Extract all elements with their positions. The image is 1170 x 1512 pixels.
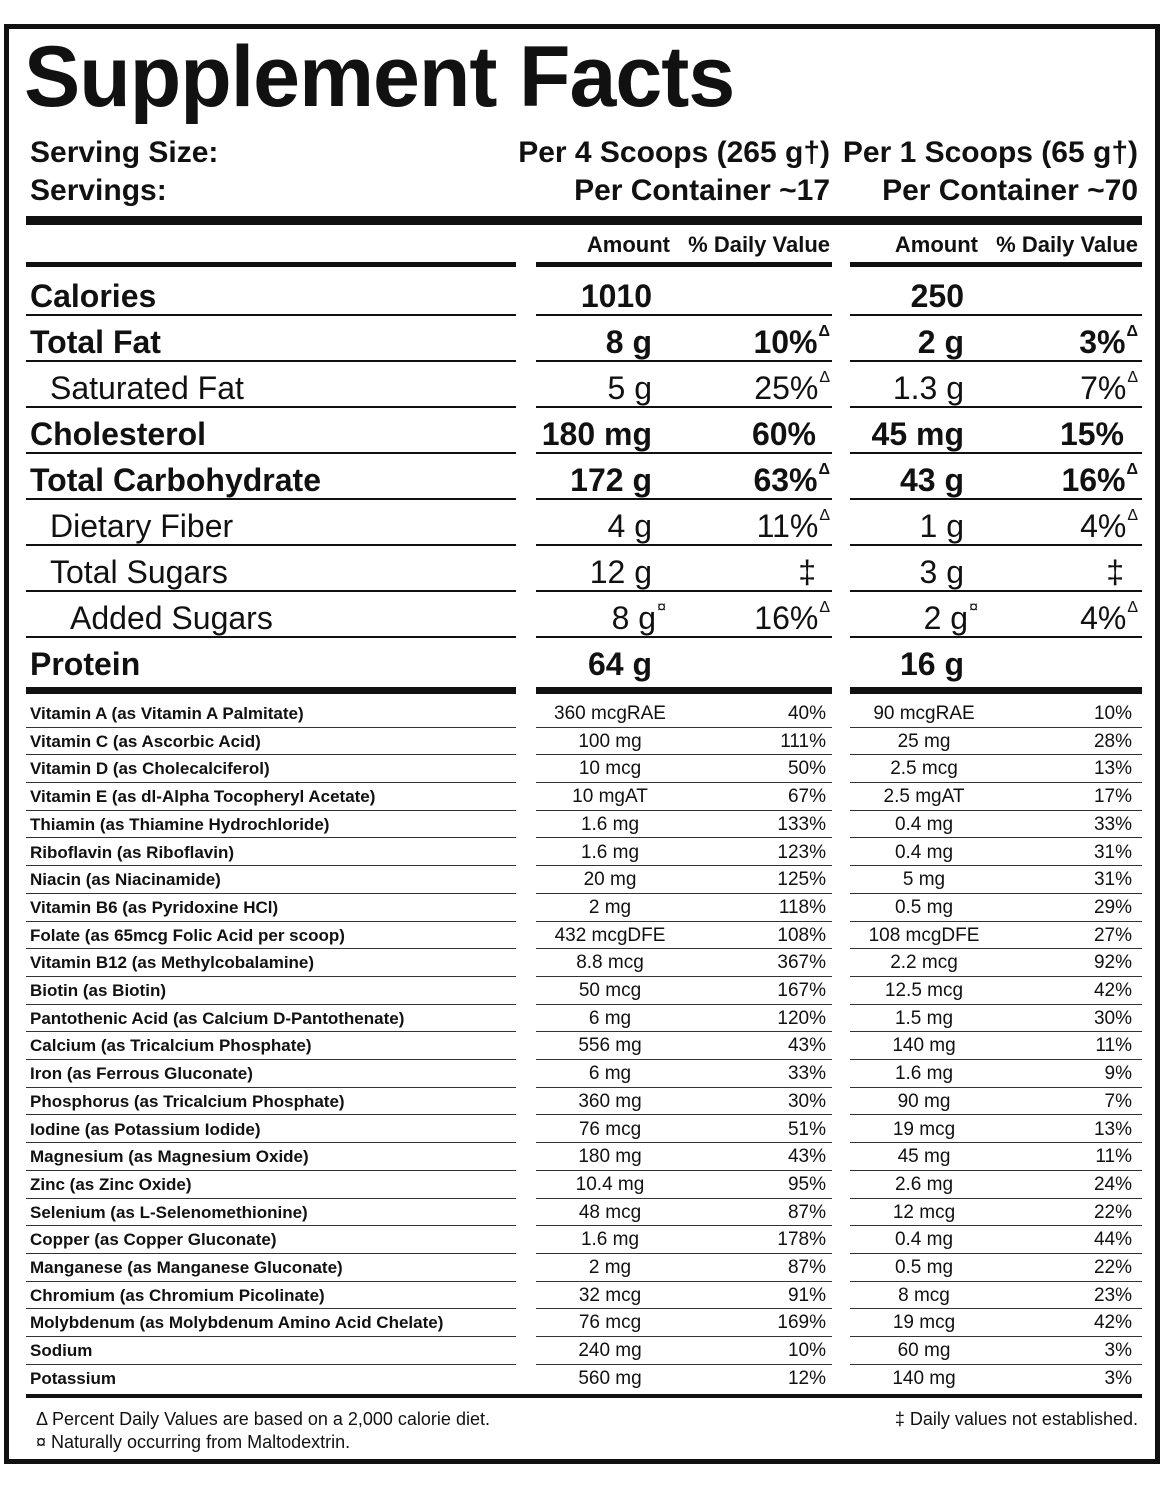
- col1-amount: [542, 418, 652, 450]
- micronutrient-name: Magnesium (as Magnesium Oxide): [30, 1147, 309, 1167]
- col1-daily-value-mark: Δ: [819, 507, 830, 524]
- col2-amount: 0.5 mg: [894, 896, 954, 918]
- col1-daily-value: 167%: [777, 980, 826, 1001]
- col1-servings: Per Container ~17: [574, 174, 830, 207]
- micro-row: [0, 1143, 1170, 1171]
- col2-daily-value-text: 4%: [1080, 508, 1127, 544]
- col2-amount: 1.5 mg: [894, 1007, 954, 1029]
- major-row: [0, 638, 1170, 684]
- nutrient-name: Dietary Fiber: [50, 508, 234, 544]
- nutrient-divider-col2: [850, 262, 1142, 267]
- micronutrient-name: Iron (as Ferrous Gluconate): [30, 1064, 253, 1084]
- col1-amount: 556 mg: [578, 1035, 642, 1057]
- col2-amount: 0.4 mg: [894, 841, 954, 863]
- col2-daily-value: 13%: [1093, 758, 1132, 780]
- nutrient-divider-col1: [536, 262, 832, 267]
- col2-daily-value: [1080, 599, 1138, 636]
- col1-daily-value: 10%: [787, 1340, 826, 1362]
- col2-daily-value: 42%: [1093, 1312, 1132, 1334]
- col1-daily-value-text: 60%: [751, 416, 816, 452]
- col2-daily-value: 11%: [1095, 1035, 1132, 1057]
- col1-daily-value-mark: Δ: [819, 599, 830, 616]
- col1-daily-value: 125%: [777, 869, 826, 891]
- col1-amount: 1.6 mg: [580, 813, 640, 835]
- footnote-daily-value: Δ Percent Daily Values are based on a 2,000 calorie diet.: [36, 1409, 490, 1429]
- col2-amount-text: 16 g: [899, 646, 964, 682]
- col2-daily-value-text: 16%: [1061, 462, 1126, 498]
- col2-daily-value: 11%: [1095, 1146, 1132, 1168]
- col1-daily-value-text: 16%: [754, 600, 819, 636]
- col2-amount: 45 mg: [897, 1146, 951, 1168]
- col1-amount: 360 mcgRAE: [554, 703, 666, 724]
- micro-row: [0, 1171, 1170, 1199]
- col2-daily-value: [1060, 418, 1124, 450]
- col2-amount-text: 2 g: [923, 600, 969, 636]
- col2-daily-value: 33%: [1093, 813, 1132, 835]
- col2-amount: [872, 418, 964, 450]
- micronutrient-name: Zinc (as Zinc Oxide): [30, 1174, 192, 1194]
- nutrient-divider-left: [26, 262, 516, 267]
- col1-amount: 10 mcg: [578, 758, 642, 780]
- col2-amount: 1.6 mg: [894, 1063, 954, 1085]
- col1-amount-text: 5 g: [607, 370, 652, 406]
- col2-amount-mark: ¤: [969, 599, 978, 616]
- nutrient-name: Saturated Fat: [50, 370, 244, 406]
- micronutrient-name: Phosphorus (as Tricalcium Phosphate): [30, 1091, 345, 1111]
- col2-amount: 19 mcg: [892, 1118, 956, 1140]
- micro-divider-col1: [536, 687, 832, 694]
- col1-amount: [581, 280, 652, 312]
- micro-row: [0, 1282, 1170, 1310]
- col2-amount: 2.5 mcg: [890, 758, 958, 780]
- micro-row: [0, 1116, 1170, 1144]
- col1-amount-header: Amount: [586, 232, 670, 257]
- col1-amount-text: 8 g: [605, 324, 652, 360]
- nutrient-name: Total Sugars: [50, 554, 228, 590]
- col2-amount: [923, 599, 978, 636]
- micronutrient-name: Folate (as 65mcg Folic Acid per scoop): [30, 925, 345, 945]
- micronutrient-name: Niacin (as Niacinamide): [30, 870, 221, 890]
- micronutrient-name: Vitamin B6 (as Pyridoxine HCl): [30, 897, 279, 917]
- col2-amount: 25 mg: [897, 730, 951, 752]
- col1-amount: 20 mg: [583, 869, 637, 891]
- col1-daily-value-text: ‡: [798, 554, 816, 590]
- col1-amount: 360 mg: [578, 1090, 642, 1112]
- col1-daily-value-mark: Δ: [818, 323, 830, 340]
- micro-row: [0, 1365, 1170, 1393]
- col1-daily-value: 50%: [787, 758, 826, 780]
- micronutrient-name: Calcium (as Tricalcium Phosphate): [30, 1036, 312, 1056]
- major-row: [0, 362, 1170, 408]
- micro-row: [0, 977, 1170, 1005]
- micro-row: [0, 1005, 1170, 1033]
- col1-daily-value: 367%: [777, 952, 826, 974]
- col2-daily-value: 30%: [1093, 1007, 1132, 1029]
- major-row: [0, 500, 1170, 546]
- micronutrient-name: Iodine (as Potassium Iodide): [30, 1119, 261, 1139]
- nutrient-name: Protein: [30, 646, 141, 682]
- col1-amount-text: 1010: [580, 278, 652, 314]
- col2-amount: 19 mcg: [892, 1312, 956, 1334]
- col2-amount: 2.5 mgAT: [883, 786, 965, 808]
- col2-daily-value: [1080, 369, 1138, 406]
- col2-amount: 0.5 mg: [894, 1257, 954, 1278]
- col2-daily-value: [1106, 556, 1124, 588]
- micronutrient-name: Potassium: [30, 1368, 116, 1388]
- col1-daily-value: [754, 599, 830, 636]
- micro-divider-col2: [850, 687, 1142, 694]
- micronutrient-name: Thiamin (as Thiamine Hydrochloride): [30, 814, 330, 834]
- col1-daily-value: [754, 369, 830, 406]
- col2-daily-value: 17%: [1093, 786, 1132, 808]
- micro-row: [0, 866, 1170, 894]
- col1-amount: 240 mg: [578, 1340, 642, 1362]
- col1-daily-value: [752, 418, 816, 450]
- col2-daily-value: 27%: [1093, 924, 1132, 946]
- col2-amount: 2.6 mg: [894, 1173, 954, 1195]
- col1-daily-value: 43%: [787, 1146, 826, 1168]
- col2-amount: [920, 556, 964, 588]
- micro-row: [0, 1254, 1170, 1282]
- col2-daily-value-text: 7%: [1080, 370, 1127, 406]
- micro-row: [0, 1088, 1170, 1116]
- micronutrient-name: Vitamin D (as Cholecalciferol): [30, 759, 270, 779]
- col1-amount: 8.8 mcg: [576, 952, 644, 974]
- micro-row: [0, 755, 1170, 783]
- micronutrient-name: Vitamin C (as Ascorbic Acid): [30, 731, 261, 751]
- col2-amount: [900, 648, 964, 680]
- micronutrient-name: Chromium (as Chromium Picolinate): [30, 1285, 325, 1305]
- col2-amount-header: Amount: [894, 232, 978, 257]
- col1-daily-value-mark: Δ: [818, 461, 830, 478]
- micronutrient-name: Copper (as Copper Gluconate): [30, 1230, 277, 1250]
- major-row: [0, 316, 1170, 362]
- col1-amount: 76 mcg: [578, 1118, 642, 1140]
- col1-daily-value: 87%: [787, 1257, 826, 1278]
- col1-daily-value-text: 10%: [753, 324, 818, 360]
- col2-daily-value-mark: Δ: [1127, 369, 1138, 386]
- micro-row: [0, 949, 1170, 977]
- col2-daily-value: 22%: [1093, 1257, 1132, 1278]
- micro-row: [0, 700, 1170, 728]
- col1-daily-value: 33%: [787, 1063, 826, 1085]
- servings-label: Servings:: [30, 174, 167, 207]
- col1-dv-header: % Daily Value: [688, 232, 830, 257]
- col2-amount-text: 250: [910, 278, 964, 314]
- serving-size-label: Serving Size:: [30, 136, 219, 169]
- col1-amount: 2 mg: [588, 896, 632, 918]
- nutrient-name: Cholesterol: [30, 416, 207, 452]
- micro-row: [0, 1337, 1170, 1365]
- col2-daily-value-text: 3%: [1079, 324, 1126, 360]
- col1-amount: 2 mg: [588, 1257, 632, 1278]
- col2-daily-value: 13%: [1093, 1118, 1132, 1140]
- micronutrient-name: Vitamin A (as Vitamin A Palmitate): [30, 704, 304, 723]
- col2-amount: [911, 280, 964, 312]
- col2-daily-value: 92%: [1093, 952, 1132, 974]
- col2-daily-value-text: 4%: [1080, 600, 1127, 636]
- col2-amount: 90 mg: [897, 1090, 951, 1112]
- micro-row: [0, 728, 1170, 756]
- micro-row: [0, 1032, 1170, 1060]
- col1-amount-text: 172 g: [570, 462, 652, 498]
- col2-amount: [918, 326, 964, 358]
- col2-daily-value: 23%: [1093, 1284, 1132, 1306]
- col1-amount-text: 180 mg: [541, 416, 652, 452]
- col1-amount: 6 mg: [588, 1007, 632, 1029]
- col1-amount: [590, 556, 652, 588]
- col2-amount: [893, 372, 964, 404]
- micronutrient-name: Pantothenic Acid (as Calcium D-Pantothenate): [30, 1008, 405, 1028]
- micronutrient-name: Manganese (as Manganese Gluconate): [30, 1258, 343, 1277]
- col2-dv-header: % Daily Value: [996, 232, 1138, 257]
- col2-daily-value: [1061, 461, 1138, 498]
- col1-amount: [608, 510, 652, 542]
- col2-daily-value: 29%: [1093, 896, 1132, 918]
- col2-amount: 90 mcgRAE: [873, 703, 975, 724]
- micronutrient-name: Vitamin B12 (as Methylcobalamine): [30, 953, 315, 973]
- micro-row: [0, 1060, 1170, 1088]
- header-divider: [26, 216, 1142, 225]
- col2-daily-value: 44%: [1093, 1229, 1132, 1251]
- col1-daily-value: 30%: [787, 1090, 826, 1112]
- micro-divider-left: [26, 687, 516, 694]
- micronutrient-name: Vitamin E (as dl-Alpha Tocopheryl Acetate): [30, 787, 376, 807]
- col1-daily-value: [753, 461, 830, 498]
- col2-amount: 108 mcgDFE: [868, 924, 980, 946]
- major-row: [0, 408, 1170, 454]
- major-row: [0, 592, 1170, 638]
- col2-daily-value-text: 15%: [1059, 416, 1124, 452]
- col1-amount: 180 mg: [578, 1146, 642, 1168]
- col1-daily-value: 87%: [787, 1201, 826, 1223]
- col2-amount-text: 45 mg: [871, 416, 964, 452]
- micro-row: [0, 1226, 1170, 1254]
- col2-daily-value: 3%: [1104, 1340, 1132, 1362]
- major-row: [0, 454, 1170, 500]
- col1-daily-value: [798, 556, 816, 588]
- col1-amount: 32 mcg: [578, 1284, 642, 1306]
- col2-daily-value-mark: Δ: [1127, 599, 1138, 616]
- major-row: [0, 270, 1170, 316]
- col1-amount: 10.4 mg: [575, 1173, 645, 1195]
- col1-daily-value-text: 63%: [753, 462, 818, 498]
- col1-daily-value: 43%: [787, 1035, 826, 1057]
- col1-amount: 76 mcg: [578, 1312, 642, 1334]
- col1-daily-value: [753, 323, 830, 360]
- micro-row: [0, 1199, 1170, 1227]
- col1-daily-value: 40%: [787, 703, 826, 724]
- col1-daily-value: 108%: [777, 924, 826, 946]
- micronutrient-name: Molybdenum (as Molybdenum Amino Acid Chelate): [30, 1313, 444, 1333]
- nutrient-name: Total Carbohydrate: [30, 462, 321, 498]
- col1-daily-value: 111%: [780, 730, 826, 752]
- col1-amount-text: 12 g: [589, 554, 652, 590]
- col1-amount-mark: ¤: [657, 599, 666, 616]
- micronutrient-name: Biotin (as Biotin): [30, 981, 166, 1000]
- micro-row: [0, 922, 1170, 950]
- nutrient-name: Total Fat: [30, 324, 161, 360]
- micro-row: [0, 1309, 1170, 1337]
- col1-daily-value: 95%: [787, 1173, 826, 1195]
- col1-amount: 10 mgAT: [572, 786, 648, 808]
- col2-servings: Per Container ~70: [882, 174, 1138, 207]
- col1-amount: [611, 599, 666, 636]
- col1-amount: [588, 648, 652, 680]
- col1-daily-value: 67%: [787, 786, 826, 808]
- label-title: Supplement Facts: [24, 29, 735, 125]
- col2-amount-text: 2 g: [917, 324, 964, 360]
- col1-daily-value-text: 25%: [754, 370, 819, 406]
- col2-amount: 140 mg: [892, 1035, 956, 1057]
- col2-serving-size: Per 1 Scoops (65 g†): [842, 136, 1138, 169]
- col2-daily-value-mark: Δ: [1127, 507, 1138, 524]
- col1-amount: [606, 326, 652, 358]
- col1-daily-value-mark: Δ: [819, 369, 830, 386]
- col2-amount: [920, 510, 964, 542]
- micro-row: [0, 839, 1170, 867]
- col2-amount: [900, 464, 964, 496]
- col1-serving-size: Per 4 Scoops (265 g†): [518, 136, 830, 169]
- col1-daily-value: 178%: [777, 1229, 826, 1251]
- col2-amount-text: 1 g: [919, 508, 964, 544]
- col2-daily-value: 10%: [1093, 703, 1132, 724]
- col2-amount: 60 mg: [897, 1340, 951, 1362]
- col1-daily-value: 51%: [787, 1118, 826, 1140]
- col2-amount-text: 1.3 g: [892, 370, 964, 406]
- col2-amount: 0.4 mg: [894, 1229, 954, 1251]
- col1-amount: 48 mcg: [578, 1201, 642, 1223]
- nutrient-name: Added Sugars: [70, 600, 273, 636]
- micronutrient-name: Sodium: [30, 1341, 93, 1361]
- micro-row: [0, 783, 1170, 811]
- col1-daily-value: 133%: [777, 813, 826, 835]
- col1-amount: [570, 464, 652, 496]
- micro-row: [0, 811, 1170, 839]
- col2-daily-value: 42%: [1093, 980, 1132, 1001]
- col2-daily-value: 22%: [1093, 1201, 1132, 1223]
- col1-amount: 100 mg: [578, 730, 642, 752]
- col2-amount: 12.5 mcg: [884, 980, 964, 1001]
- col2-amount-text: 43 g: [899, 462, 964, 498]
- col1-daily-value: 12%: [787, 1367, 826, 1389]
- col2-daily-value: 7%: [1104, 1090, 1132, 1112]
- micronutrient-name: Riboflavin (as Riboflavin): [30, 842, 235, 862]
- col2-amount: 12 mcg: [892, 1201, 956, 1223]
- col2-daily-value: 24%: [1093, 1173, 1132, 1195]
- col2-amount: 8 mcg: [898, 1284, 950, 1306]
- col2-amount: 2.2 mcg: [890, 952, 958, 974]
- col2-daily-value: [1079, 323, 1138, 360]
- col1-amount: 560 mg: [578, 1367, 642, 1389]
- col1-amount: [608, 372, 652, 404]
- col1-daily-value: 169%: [777, 1312, 826, 1334]
- nutrient-name: Calories: [30, 278, 157, 314]
- col2-amount-text: 3 g: [919, 554, 964, 590]
- col2-daily-value: 28%: [1093, 730, 1132, 752]
- col1-amount: 6 mg: [588, 1063, 632, 1085]
- col2-daily-value-mark: Δ: [1126, 461, 1138, 478]
- col1-daily-value: 123%: [777, 841, 826, 863]
- col2-daily-value: 3%: [1104, 1367, 1132, 1389]
- col2-daily-value: 31%: [1093, 841, 1132, 863]
- col2-daily-value: 31%: [1093, 869, 1132, 891]
- footnote-natural: ¤ Naturally occurring from Maltodextrin.: [36, 1432, 351, 1452]
- footer-divider: [26, 1394, 1142, 1398]
- col1-daily-value: [756, 507, 830, 544]
- col2-amount: 140 mg: [892, 1367, 956, 1389]
- col1-amount: 50 mcg: [578, 980, 642, 1001]
- col1-daily-value: 120%: [777, 1007, 826, 1029]
- col1-daily-value-text: 11%: [756, 508, 819, 544]
- col1-amount-text: 4 g: [607, 508, 652, 544]
- footnote-not-established: ‡ Daily values not established.: [894, 1409, 1138, 1429]
- micro-row: [0, 894, 1170, 922]
- col2-amount: 5 mg: [902, 869, 946, 891]
- col2-daily-value: [1080, 507, 1138, 544]
- col1-daily-value: 118%: [778, 896, 826, 918]
- col1-amount: 1.6 mg: [580, 1229, 640, 1251]
- col2-daily-value: 9%: [1104, 1063, 1132, 1085]
- col2-daily-value-mark: Δ: [1126, 323, 1138, 340]
- micronutrient-name: Selenium (as L-Selenomethionine): [30, 1202, 308, 1222]
- col2-daily-value-text: ‡: [1106, 554, 1124, 590]
- major-row: [0, 546, 1170, 592]
- col1-amount: 1.6 mg: [580, 841, 640, 863]
- col1-amount-text: 64 g: [587, 646, 652, 682]
- col2-amount: 0.4 mg: [894, 813, 954, 835]
- col1-daily-value: 91%: [787, 1284, 826, 1306]
- col1-amount: 432 mcgDFE: [554, 924, 666, 946]
- col1-amount-text: 8 g: [611, 600, 657, 636]
